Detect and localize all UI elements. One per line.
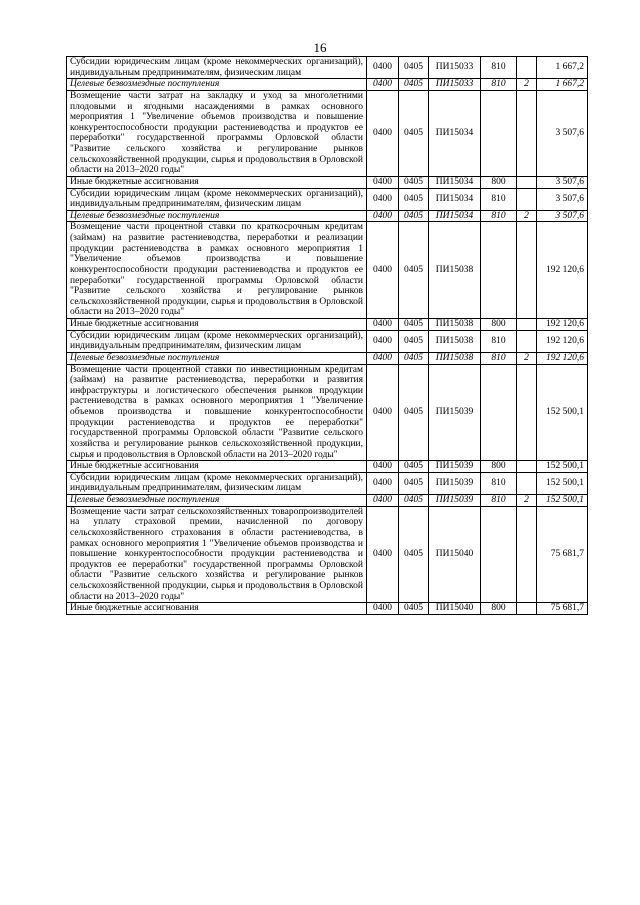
row-name: Иные бюджетные ассигнования: [67, 176, 367, 188]
row-subsection: 0405: [399, 90, 429, 176]
row-sum: 3 507,6: [537, 90, 588, 176]
row-section: 0400: [367, 603, 399, 615]
row-target-article: ПИ15033: [429, 79, 481, 91]
row-sum: 152 500,1: [537, 461, 588, 473]
row-name: Целевые безвозмездные поступления: [67, 495, 367, 507]
row-sum: 75 681,7: [537, 603, 588, 615]
row-sum: 3 507,6: [537, 210, 588, 222]
table-row: [67, 79, 588, 91]
row-section: 0400: [367, 222, 399, 319]
row-section: 0400: [367, 352, 399, 364]
row-expense-type: 800: [481, 319, 517, 331]
budget-table: [66, 56, 588, 615]
table-row: [67, 188, 588, 210]
row-target-article: ПИ15038: [429, 330, 481, 352]
table-row: [67, 364, 588, 461]
row-expense-type: 810: [481, 495, 517, 507]
row-expense-type: 810: [481, 472, 517, 494]
row-subsection: 0405: [399, 472, 429, 494]
row-expense-type: 810: [481, 188, 517, 210]
row-sum: 1 667,2: [537, 79, 588, 91]
row-target-article: ПИ15038: [429, 319, 481, 331]
row-source: [517, 222, 537, 319]
row-source: 2: [517, 210, 537, 222]
row-name: Целевые безвозмездные поступления: [67, 352, 367, 364]
table-row: [67, 210, 588, 222]
row-source: [517, 319, 537, 331]
row-target-article: ПИ15033: [429, 57, 481, 79]
row-subsection: 0405: [399, 506, 429, 603]
row-target-article: ПИ15039: [429, 364, 481, 461]
table-row: [67, 461, 588, 473]
row-expense-type: 810: [481, 57, 517, 79]
row-sum: 192 120,6: [537, 319, 588, 331]
row-section: 0400: [367, 210, 399, 222]
row-name: Возмещение части затрат сельскохозяйственных товаропроизводителей на уплату страховой премии, начисленной по договору сельскохозяйственного страхования в области растениеводства, в рамках основного мероприятия 1 "Увеличение объемов производства и повышение конкурентоспособности продукции растениеводства и продуктов ее переработки" государственной программы Орловской области "Развитие сельского хозяйства и регулирование рынков сельскохозяйственной продукции, сырья и продовольствия в Орловской области на 2013–2020 годы": [67, 506, 367, 603]
row-expense-type: [481, 222, 517, 319]
table-row: [67, 90, 588, 176]
table-row: [67, 330, 588, 352]
row-target-article: ПИ15038: [429, 352, 481, 364]
row-section: 0400: [367, 495, 399, 507]
row-name: Иные бюджетные ассигнования: [67, 603, 367, 615]
row-expense-type: 800: [481, 603, 517, 615]
row-name: Субсидии юридическим лицам (кроме некоммерческих организаций), индивидуальным предпринимателям, физическим лицам: [67, 188, 367, 210]
row-subsection: 0405: [399, 319, 429, 331]
row-sum: 75 681,7: [537, 506, 588, 603]
row-sum: 3 507,6: [537, 176, 588, 188]
row-subsection: 0405: [399, 364, 429, 461]
table-row: [67, 352, 588, 364]
row-name: Целевые безвозмездные поступления: [67, 79, 367, 91]
row-expense-type: [481, 364, 517, 461]
table-body: [67, 57, 588, 615]
row-expense-type: 810: [481, 210, 517, 222]
row-subsection: 0405: [399, 603, 429, 615]
row-subsection: 0405: [399, 57, 429, 79]
page-number: 16: [313, 40, 327, 55]
row-section: 0400: [367, 472, 399, 494]
table-row: [67, 319, 588, 331]
row-subsection: 0405: [399, 352, 429, 364]
row-sum: 192 120,6: [537, 330, 588, 352]
row-subsection: 0405: [399, 210, 429, 222]
row-section: 0400: [367, 319, 399, 331]
table-row: [67, 603, 588, 615]
row-section: 0400: [367, 176, 399, 188]
row-name: Целевые безвозмездные поступления: [67, 210, 367, 222]
row-target-article: ПИ15039: [429, 495, 481, 507]
row-subsection: 0405: [399, 79, 429, 91]
row-name: Возмещение части процентной ставки по инвестиционным кредитам (займам) на развитие растениеводства, переработки и развития инфраструктуры и логистического обеспечения рынков продукции растениеводства в рамках основного мероприятия 1 "Увеличение объемов производства и повышение конкурентоспособности продукции растениеводства и продуктов ее переработки" государственной программы Орловской области "Развитие сельского хозяйства и регулирование рынков сельскохозяйственной продукции, сырья и продовольствия в Орловской области на 2013–2020 годы": [67, 364, 367, 461]
row-section: 0400: [367, 57, 399, 79]
row-sum: 192 120,6: [537, 222, 588, 319]
row-source: [517, 461, 537, 473]
row-target-article: ПИ15039: [429, 472, 481, 494]
row-source: [517, 364, 537, 461]
row-subsection: 0405: [399, 495, 429, 507]
row-source: [517, 472, 537, 494]
row-source: [517, 330, 537, 352]
row-sum: 152 500,1: [537, 495, 588, 507]
row-target-article: ПИ15039: [429, 461, 481, 473]
row-section: 0400: [367, 364, 399, 461]
row-target-article: ПИ15038: [429, 222, 481, 319]
row-target-article: ПИ15040: [429, 603, 481, 615]
table-row: [67, 222, 588, 319]
table-row: [67, 57, 588, 79]
row-section: 0400: [367, 506, 399, 603]
row-sum: 152 500,1: [537, 364, 588, 461]
row-sum: 192 120,6: [537, 352, 588, 364]
row-sum: 152 500,1: [537, 472, 588, 494]
row-source: [517, 176, 537, 188]
row-expense-type: 810: [481, 330, 517, 352]
row-expense-type: 810: [481, 352, 517, 364]
row-source: [517, 90, 537, 176]
row-subsection: 0405: [399, 222, 429, 319]
row-source: 2: [517, 352, 537, 364]
row-subsection: 0405: [399, 330, 429, 352]
row-section: 0400: [367, 461, 399, 473]
row-name: Иные бюджетные ассигнования: [67, 319, 367, 331]
row-section: 0400: [367, 330, 399, 352]
row-source: [517, 57, 537, 79]
row-subsection: 0405: [399, 461, 429, 473]
table-row: [67, 495, 588, 507]
row-name: Субсидии юридическим лицам (кроме некоммерческих организаций), индивидуальным предпринимателям, физическим лицам: [67, 472, 367, 494]
row-name: Иные бюджетные ассигнования: [67, 461, 367, 473]
row-name: Субсидии юридическим лицам (кроме некоммерческих организаций), индивидуальным предпринимателям, физическим лицам: [67, 330, 367, 352]
row-subsection: 0405: [399, 188, 429, 210]
row-sum: 1 667,2: [537, 57, 588, 79]
row-section: 0400: [367, 188, 399, 210]
table-row: [67, 472, 588, 494]
row-source: 2: [517, 495, 537, 507]
row-name: Возмещение части процентной ставки по краткосрочным кредитам (займам) на развитие растениеводства, переработки и реализации продукции растениеводства в рамках основного мероприятия 1 "Увеличение объемов производства и повышение конкурентоспособности продукции растениеводства и продуктов ее переработки" государственной программы Орловской области "Развитие сельского хозяйства и регулирование рынков сельскохозяйственной продукции, сырья и продовольствия в Орловской области на 2013–2020 годы": [67, 222, 367, 319]
row-source: [517, 603, 537, 615]
row-name: Субсидии юридическим лицам (кроме некоммерческих организаций), индивидуальным предпринимателям, физическим лицам: [67, 57, 367, 79]
row-target-article: ПИ15040: [429, 506, 481, 603]
row-section: 0400: [367, 79, 399, 91]
row-sum: 3 507,6: [537, 188, 588, 210]
table-row: [67, 506, 588, 603]
row-section: 0400: [367, 90, 399, 176]
row-name: Возмещение части затрат на закладку и уход за многолетними плодовыми и ягодными насаждениями в рамках основного мероприятия 1 "Увеличение объемов производства и повышение конкурентоспособности продукции растениеводства и продуктов ее переработки" государственной программы Орловской области "Развитие сельского хозяйства и регулирование рынков сельскохозяйственной продукции, сырья и продовольствия в Орловской области на 2013–2020 годы": [67, 90, 367, 176]
row-subsection: 0405: [399, 176, 429, 188]
row-expense-type: 800: [481, 176, 517, 188]
row-target-article: ПИ15034: [429, 210, 481, 222]
row-expense-type: 810: [481, 79, 517, 91]
row-source: 2: [517, 79, 537, 91]
row-expense-type: [481, 90, 517, 176]
row-target-article: ПИ15034: [429, 90, 481, 176]
row-target-article: ПИ15034: [429, 176, 481, 188]
row-source: [517, 506, 537, 603]
row-expense-type: [481, 506, 517, 603]
row-target-article: ПИ15034: [429, 188, 481, 210]
table-row: [67, 176, 588, 188]
row-expense-type: 800: [481, 461, 517, 473]
row-source: [517, 188, 537, 210]
